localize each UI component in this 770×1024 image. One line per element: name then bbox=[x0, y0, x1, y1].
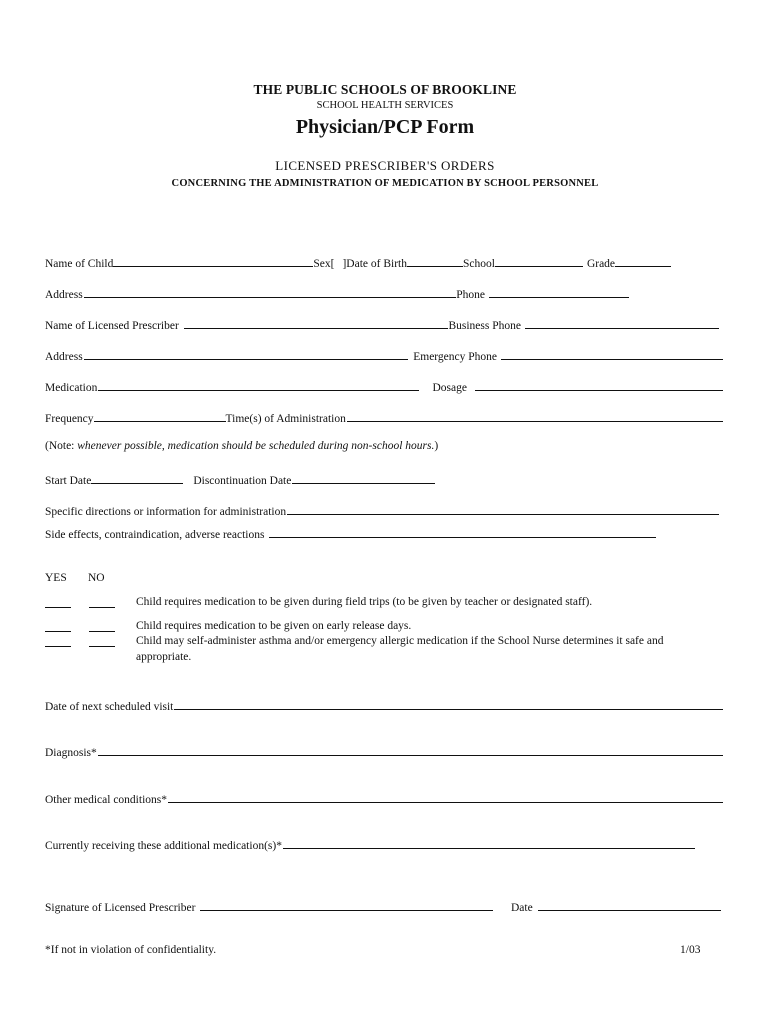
child-info-row bbox=[45, 254, 705, 270]
medication-row bbox=[45, 378, 723, 394]
dates-row bbox=[45, 471, 435, 487]
checklist-item bbox=[45, 596, 593, 611]
institution-name: THE PUBLIC SCHOOLS OF BROOKLINE bbox=[253, 82, 517, 97]
school-label: School bbox=[462, 258, 495, 270]
emergency-phone-label: Emergency Phone bbox=[413, 351, 497, 363]
discontinuation-date-label: Discontinuation Date bbox=[193, 475, 292, 487]
medication-label: Medication bbox=[45, 382, 98, 394]
diagnosis-field[interactable] bbox=[98, 743, 723, 756]
no-header: NO bbox=[88, 572, 105, 584]
form-title: Physician/PCP Form bbox=[295, 116, 475, 138]
checklist-item-text: Child may self-administer asthma and/or emergency allergic medication if the School Nurse determines it safe and bbox=[136, 635, 664, 647]
address-label: Address bbox=[45, 289, 83, 301]
next-visit-field[interactable] bbox=[174, 697, 723, 710]
note-prefix: (Note: bbox=[45, 440, 78, 452]
no-checkbox[interactable] bbox=[89, 596, 115, 608]
signature-date-row bbox=[511, 898, 721, 914]
signature-row bbox=[45, 898, 493, 914]
additional-medications-field[interactable] bbox=[283, 836, 695, 849]
signature-date-field[interactable] bbox=[538, 898, 721, 911]
prescriber-row bbox=[45, 316, 719, 332]
dosage-label: Dosage bbox=[432, 382, 467, 394]
directions-row bbox=[45, 502, 719, 518]
emergency-phone-field[interactable] bbox=[501, 347, 723, 360]
business-phone-label: Business Phone bbox=[448, 320, 521, 332]
times-of-administration-field[interactable] bbox=[347, 409, 723, 422]
address-field[interactable] bbox=[84, 285, 457, 298]
address2-row bbox=[45, 347, 723, 363]
department-name: SCHOOL HEALTH SERVICES bbox=[316, 100, 454, 111]
address2-field[interactable] bbox=[84, 347, 409, 360]
note-text: whenever possible, medication should be scheduled during non-school hours. bbox=[77, 440, 435, 452]
other-conditions-label: Other medical conditions* bbox=[45, 794, 167, 806]
prescriber-name-label: Name of Licensed Prescriber bbox=[45, 320, 179, 332]
start-date-label: Start Date bbox=[45, 475, 92, 487]
revision-date: 1/03 bbox=[680, 944, 701, 956]
diagnosis-row bbox=[45, 743, 723, 759]
address2-label: Address bbox=[45, 351, 83, 363]
grade-field[interactable] bbox=[615, 254, 671, 267]
specific-directions-field[interactable] bbox=[287, 502, 719, 515]
scheduling-note bbox=[45, 440, 438, 452]
prescriber-name-field[interactable] bbox=[184, 316, 449, 329]
checklist-item-text: Child requires medication to be given during field trips (to be given by teacher or designated staff). bbox=[136, 596, 593, 608]
other-conditions-field[interactable] bbox=[168, 790, 723, 803]
phone-field[interactable] bbox=[489, 285, 629, 298]
checklist-item bbox=[45, 635, 664, 650]
frequency-label: Frequency bbox=[45, 413, 94, 425]
form-subtitle-2: CONCERNING THE ADMINISTRATION OF MEDICATION BY SCHOOL PERSONNEL bbox=[171, 178, 599, 189]
address-row bbox=[45, 285, 629, 301]
next-visit-label: Date of next scheduled visit bbox=[45, 701, 174, 713]
sex-close-bracket: ] bbox=[342, 258, 347, 270]
sex-label: Sex[ bbox=[313, 258, 335, 270]
name-of-child-label: Name of Child bbox=[45, 258, 114, 270]
confidentiality-footnote: *If not in violation of confidentiality. bbox=[45, 944, 217, 956]
frequency-field[interactable] bbox=[94, 409, 226, 422]
no-checkbox[interactable] bbox=[89, 635, 115, 647]
yes-checkbox[interactable] bbox=[45, 620, 71, 632]
checklist-item-text: Child requires medication to be given on early release days. bbox=[136, 620, 412, 632]
business-phone-field[interactable] bbox=[525, 316, 719, 329]
start-date-field[interactable] bbox=[91, 471, 183, 484]
signature-label: Signature of Licensed Prescriber bbox=[45, 902, 196, 914]
diagnosis-label: Diagnosis* bbox=[45, 747, 97, 759]
discontinuation-date-field[interactable] bbox=[292, 471, 435, 484]
school-field[interactable] bbox=[495, 254, 583, 267]
signature-date-label: Date bbox=[511, 902, 533, 914]
times-of-administration-label: Time(s) of Administration bbox=[225, 413, 346, 425]
checklist-item bbox=[45, 620, 412, 635]
additional-medications-row bbox=[45, 836, 695, 852]
side-effects-label: Side effects, contraindication, adverse reactions bbox=[45, 529, 265, 541]
checklist-item-continued: appropriate. bbox=[136, 651, 192, 663]
frequency-row bbox=[45, 409, 723, 425]
yes-header: YES bbox=[45, 572, 67, 584]
grade-label: Grade bbox=[586, 258, 616, 270]
specific-directions-label: Specific directions or information for administration bbox=[45, 506, 287, 518]
yes-checkbox[interactable] bbox=[45, 635, 71, 647]
dosage-field[interactable] bbox=[475, 378, 723, 391]
phone-label: Phone bbox=[456, 289, 485, 301]
no-checkbox[interactable] bbox=[89, 620, 115, 632]
other-conditions-row bbox=[45, 790, 723, 806]
yes-checkbox[interactable] bbox=[45, 596, 71, 608]
signature-field[interactable] bbox=[200, 898, 493, 911]
next-visit-row bbox=[45, 697, 723, 713]
note-suffix: ) bbox=[434, 440, 439, 452]
side-effects-row bbox=[45, 525, 656, 541]
side-effects-field[interactable] bbox=[269, 525, 656, 538]
name-of-child-field[interactable] bbox=[113, 254, 313, 267]
form-subtitle: LICENSED PRESCRIBER'S ORDERS bbox=[275, 158, 495, 173]
medication-field[interactable] bbox=[98, 378, 418, 391]
date-of-birth-label: Date of Birth bbox=[346, 258, 407, 270]
date-of-birth-field[interactable] bbox=[407, 254, 463, 267]
additional-medications-label: Currently receiving these additional medication(s)* bbox=[45, 840, 282, 852]
